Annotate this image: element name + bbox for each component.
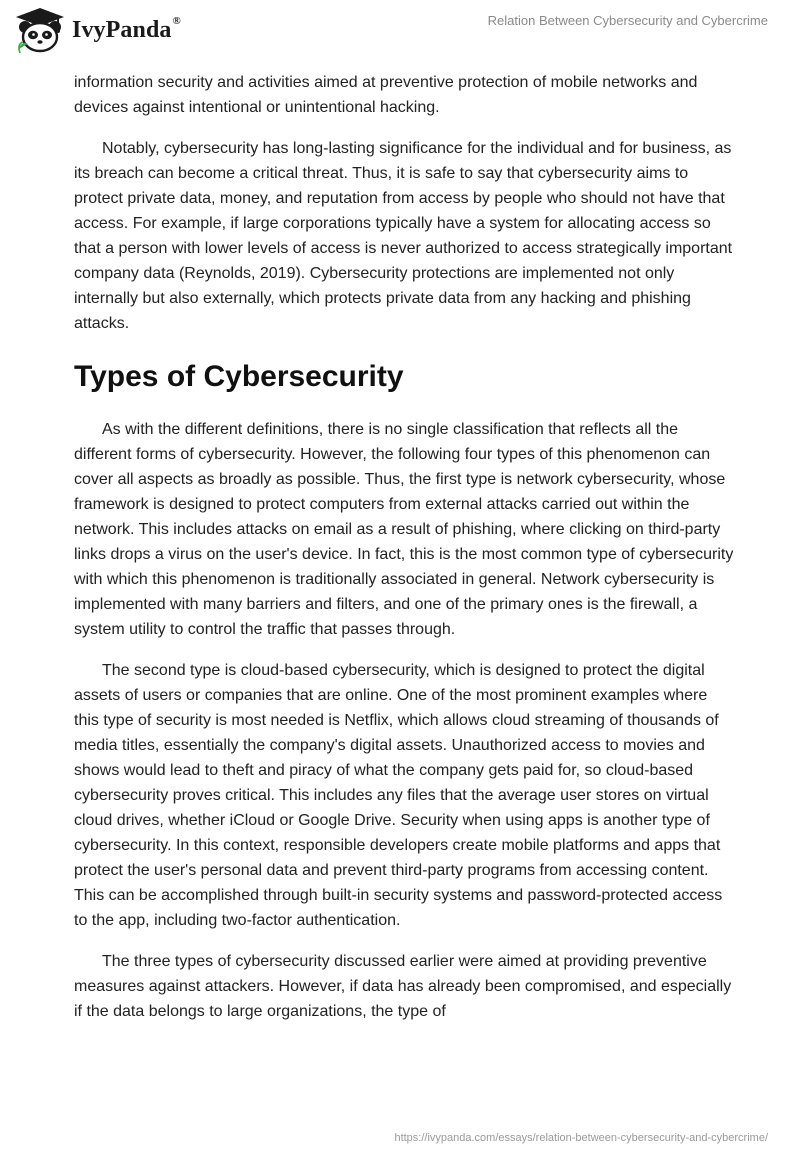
brand-text: IvyPanda bbox=[72, 16, 172, 43]
registered-mark: ® bbox=[172, 14, 181, 27]
page-header bbox=[0, 0, 800, 64]
essay-body bbox=[74, 70, 734, 1040]
ivypanda-logo[interactable] bbox=[14, 6, 181, 54]
source-url[interactable]: https://ivypanda.com/essays/relation-between-cybersecurity-and-cybercrime/ bbox=[394, 1132, 768, 1144]
brand-name bbox=[72, 14, 181, 44]
paragraph-network: As with the different definitions, there is no single classification that reflects all the different forms of cybersecurity. However, the following four types of this phenomenon can cover all aspects as broadly as possible. Thus, the first type is network cybersecurity, whose framework is designed to protect computers from external attacks carried out within the network. This includes attacks on email as a result of phishing, where clicking on third-party links drops a virus on the user's device. In fact, this is the most common type of cybersecurity with which this phenomenon is traditionally associated in general. Network cybersecurity is implemented with many barriers and filters, and one of the primary ones is the firewall, a system utility to control the traffic that passes through. bbox=[74, 421, 734, 638]
paragraph-compromised: The three types of cybersecurity discussed earlier were aimed at providing preventive measures against attackers. However, if data has already been compromised, and especially if the data belongs to large organizations, the type of bbox=[74, 953, 732, 1020]
paragraph-significance: Notably, cybersecurity has long-lasting significance for the individual and for business, as its breach can become a critical threat. Thus, it is safe to say that cybersecurity aims to protect private data, money, and reputation from access by people who should not have that access. For example, if large corporations typically have a system for allocating access so that a person with lower levels of access is never authorized to access strategically important company data (Reynolds, 2019). Cybersecurity protections are implemented not only internally but also externally, which protects private data from any hacking and phishing attacks. bbox=[74, 140, 733, 332]
document-title: Relation Between Cybersecurity and Cybercrime bbox=[487, 13, 768, 28]
panda-graduate-icon bbox=[14, 6, 66, 54]
section-heading: Types of Cybersecurity bbox=[74, 360, 404, 393]
paragraph-cloud: The second type is cloud-based cybersecurity, which is designed to protect the digital assets of users or companies that are online. One of the most prominent examples where this type of security is most needed is Netflix, which allows cloud streaming of thousands of media titles, essentially the company's digital assets. Unauthorized access to movies and shows would lead to theft and piracy of what the company gets paid for, so cloud-based cybersecurity proves critical. This includes any files that the average user stores on virtual cloud drives, whether iCloud or Google Drive. Security when using apps is another type of cybersecurity. In this context, responsible developers create mobile platforms and apps that protect the user's personal data and prevent third-party programs from accessing content. This can be accomplished through built-in security systems and password-protected access to the app, including two-factor authentication. bbox=[74, 662, 723, 929]
paragraph-intro-fragment: information security and activities aimed at preventive protection of mobile networks and devices against intentional or unintentional hacking. bbox=[74, 74, 698, 116]
